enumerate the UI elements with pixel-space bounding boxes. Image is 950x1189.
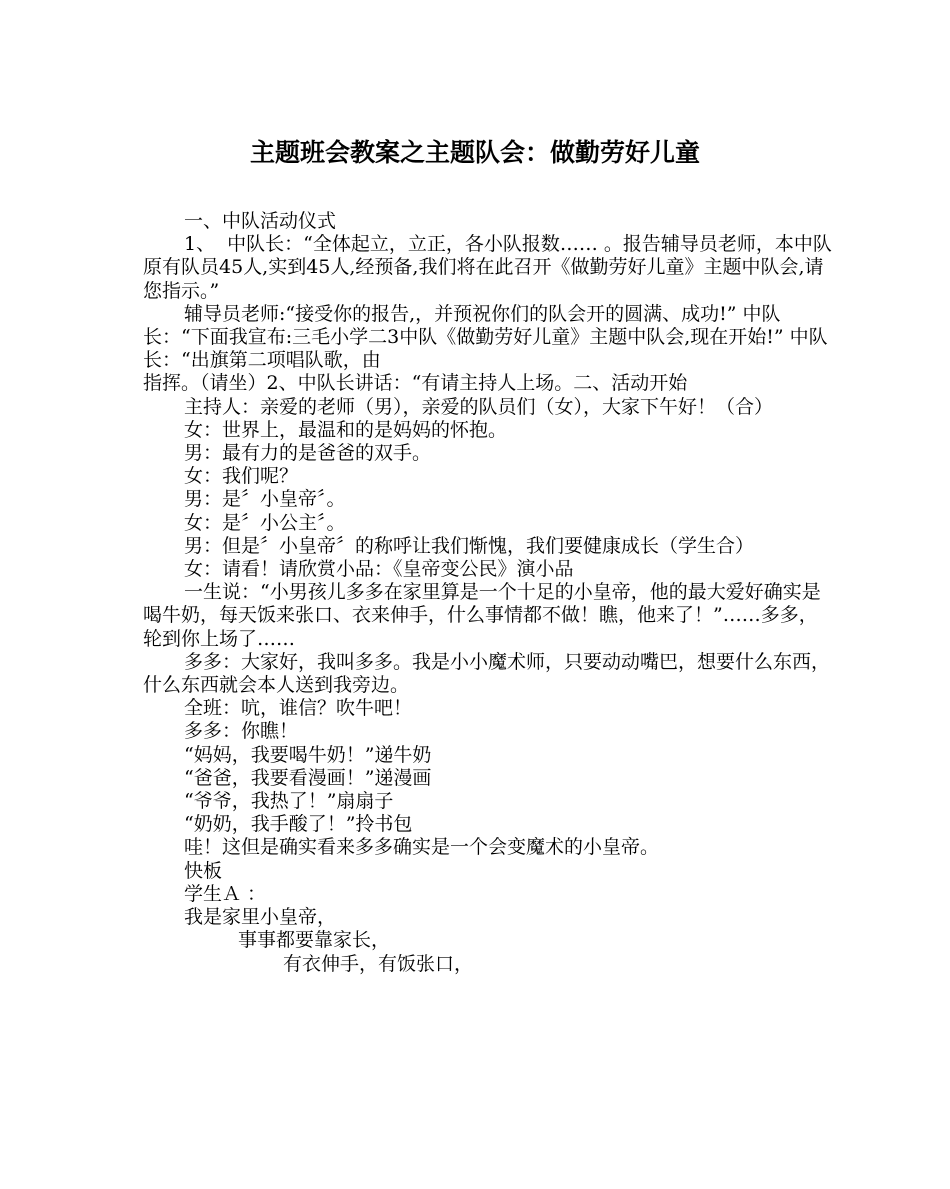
paragraph: 哇！这但是确实看来多多确实是一个会变魔术的小皇帝。 (184, 836, 660, 859)
paragraph: 辅导员老师:“接受你的报告,，并预祝你们的队会开的圆满、成功!” 中队长：“下面我宣布:三毛小学二3中队《做勤劳好儿童》主题中队会,现在开始!” 中队长：“出旗第二项唱队歌，由 (143, 302, 828, 372)
paragraph: 女：世界上，最温和的是妈妈的怀抱。 (184, 418, 508, 441)
verse-line: 事事都要靠家长， (238, 929, 391, 952)
paragraph: 男：但是〞小皇帝〞的称呼让我们惭愧，我们要健康成长（学生合） (184, 534, 755, 557)
document-body (143, 210, 833, 976)
paragraph: “奶奶，我手酸了！”拎书包 (184, 813, 413, 836)
paragraph: 女：请看！请欣赏小品：《皇帝变公民》演小品 (184, 558, 574, 581)
paragraph: 一生说：“小男孩儿多多在家里算是一个十足的小皇帝，他的最大爱好确实是喝牛奶，每天饭来张口、衣来伸手，什么事情都不做！瞧，他来了！”……多多，轮到你上场了…… (143, 581, 821, 650)
paragraph: 女：是〞小公主〞。 (184, 511, 346, 534)
paragraph: 一、中队活动仪式 (184, 210, 337, 232)
paragraph: “爸爸，我要看漫画！”递漫画 (184, 766, 432, 789)
paragraph: 女：我们呢？ (184, 465, 299, 488)
paragraph: 多多：你瞧！ (184, 720, 299, 743)
paragraph: 指挥。（请坐）2、中队长讲话：“有请主持人上场。二、活动开始 (143, 372, 688, 395)
paragraph: 多多：大家好，我叫多多。我是小小魔术师，只要动动嘴巴，想要什么东西，什么东西就会本人送到我旁边。 (143, 650, 831, 697)
paragraph: 男：是〞小皇帝〞。 (184, 488, 346, 511)
verse-line: 有衣伸手，有饭张口， (283, 952, 474, 975)
paragraph: 快板 (184, 859, 223, 882)
paragraph: 1、 中队长：“全体起立，立正，各小队报数…… 。报告辅导员老师，本中队原有队员45人,实到45人,经预备,我们将在此召开《做勤劳好儿童》主题中队会,请您指示。” (143, 233, 832, 302)
paragraph: 主持人：亲爱的老师（男），亲爱的队员们（女），大家下午好！（合） (184, 395, 774, 418)
paragraph: 学生Ａ ： (184, 882, 267, 905)
verse-line: 我是家里小皇帝， (184, 906, 337, 929)
paragraph: “爷爷，我热了！”扇扇子 (184, 790, 394, 813)
paragraph: “妈妈，我要喝牛奶！”递牛奶 (184, 743, 432, 766)
paragraph: 全班：吭，谁信？吹牛吧！ (184, 697, 413, 720)
paragraph: 男：最有力的是爸爸的双手。 (184, 442, 432, 465)
document-title: 主题班会教案之主题队会：做勤劳好儿童 (249, 138, 700, 167)
